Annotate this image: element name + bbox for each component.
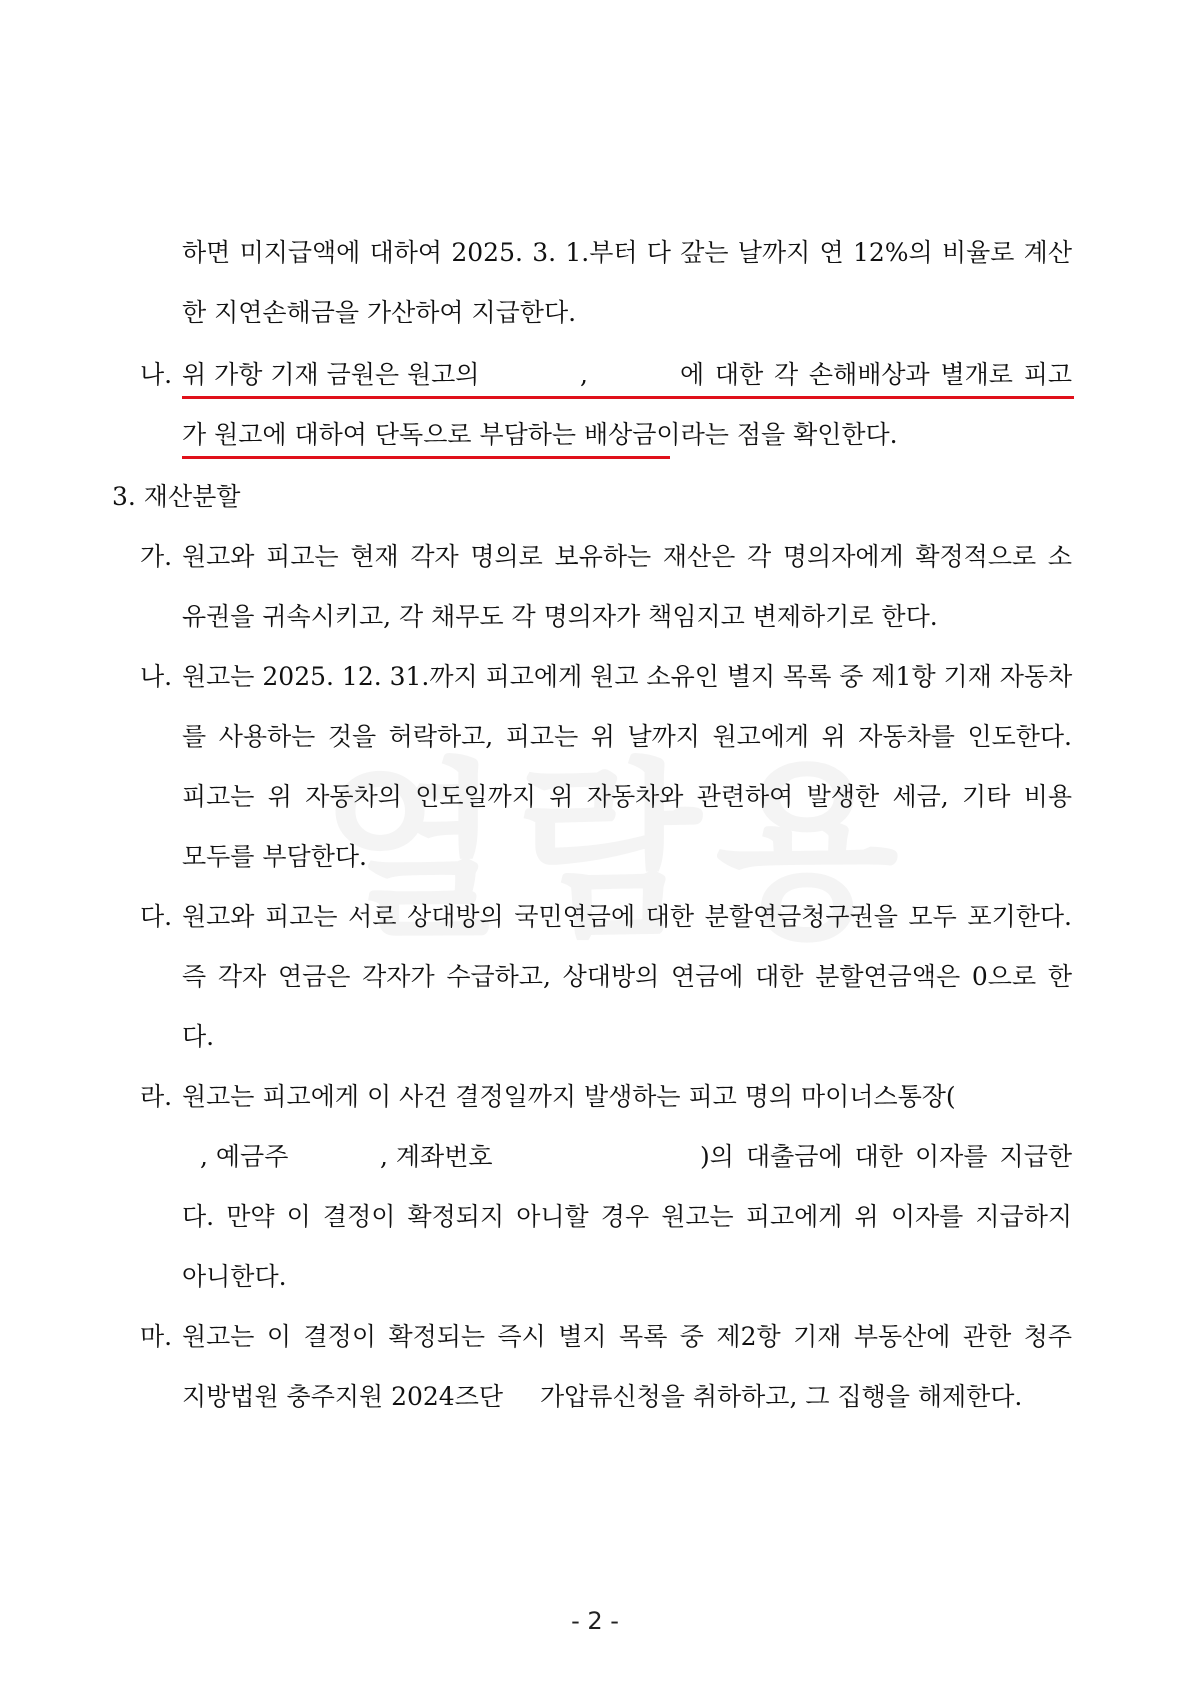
item-na2-line-1: 원고는 2025. 12. 31.까지 피고에게 원고 소유인 별지 목록 중 제1항 기재 자동차 xyxy=(182,662,1073,691)
item-na-line-2: 가 원고에 대하여 단독으로 부담하는 배상금이라는 점을 확인한다. xyxy=(182,420,898,449)
section-3-heading: 3. 재산분할 xyxy=(112,482,241,511)
item-ga-line-1: 원고와 피고는 현재 각자 명의로 보유하는 재산은 각 명의자에게 확정적으로 소 xyxy=(182,542,1072,571)
item-ra-line-1: 원고는 피고에게 이 사건 결정일까지 발생하는 피고 명의 마이너스통장( xyxy=(182,1082,956,1111)
item-ga-line-2: 유권을 귀속시키고, 각 채무도 각 명의자가 책임지고 변제하기로 한다. xyxy=(182,602,938,631)
item-ma-marker: 마. xyxy=(140,1322,173,1351)
item-na2-line-3: 피고는 위 자동차의 인도일까지 위 자동차와 관련하여 발생한 세금, 기타 비용 xyxy=(182,782,1072,811)
page-number: - 2 - xyxy=(571,1607,619,1635)
item-ra-line-2a: , 예금주 xyxy=(200,1142,289,1171)
item-da-line-3: 다. xyxy=(182,1022,215,1051)
item-na-line-1a: 위 가항 기재 금원은 원고의 xyxy=(182,360,480,389)
item-ra-line-3: 다. 만약 이 결정이 확정되지 아니할 경우 원고는 피고에게 위 이자를 지급하지 xyxy=(182,1202,1072,1231)
item-na-marker: 나. xyxy=(140,360,173,389)
item-na-line-1b: , xyxy=(580,360,588,389)
item-da-marker: 다. xyxy=(140,902,173,931)
item-da-line-1: 원고와 피고는 서로 상대방의 국민연금에 대한 분할연금청구권을 모두 포기한다. xyxy=(182,902,1072,931)
item-ma-line-2a: 지방법원 충주지원 2024즈단 xyxy=(182,1382,504,1411)
item-na-line-1c: 에 대한 각 손해배상과 별개로 피고 xyxy=(680,360,1072,389)
continuation-line-2: 한 지연손해금을 가산하여 지급한다. xyxy=(182,298,577,327)
item-ma-line-1: 원고는 이 결정이 확정되는 즉시 별지 목록 중 제2항 기재 부동산에 관한 청주 xyxy=(182,1322,1072,1351)
item-na2-line-4: 모두를 부담한다. xyxy=(182,842,367,871)
item-ga-marker: 가. xyxy=(140,542,173,571)
item-na2-line-2: 를 사용하는 것을 허락하고, 피고는 위 날까지 원고에게 위 자동차를 인도한다. xyxy=(182,722,1072,751)
item-ma-line-2b: 가압류신청을 취하하고, 그 집행을 해제한다. xyxy=(540,1382,1023,1411)
item-ra-line-4: 아니한다. xyxy=(182,1262,287,1291)
item-ra-line-2b: , 계좌번호 xyxy=(380,1142,493,1171)
item-ra-marker: 라. xyxy=(140,1082,173,1111)
red-underline-1 xyxy=(182,396,1074,399)
continuation-line-1: 하면 미지급액에 대하여 2025. 3. 1.부터 다 갚는 날까지 연 12%의 비율로 계산 xyxy=(182,238,1072,267)
item-na2-marker: 나. xyxy=(140,662,173,691)
item-da-line-2: 즉 각자 연금은 각자가 수급하고, 상대방의 연금에 대한 분할연금액은 0으로 한 xyxy=(182,962,1072,991)
red-underline-2 xyxy=(182,456,670,459)
item-ra-line-2c: )의 대출금에 대한 이자를 지급한 xyxy=(700,1142,1072,1171)
